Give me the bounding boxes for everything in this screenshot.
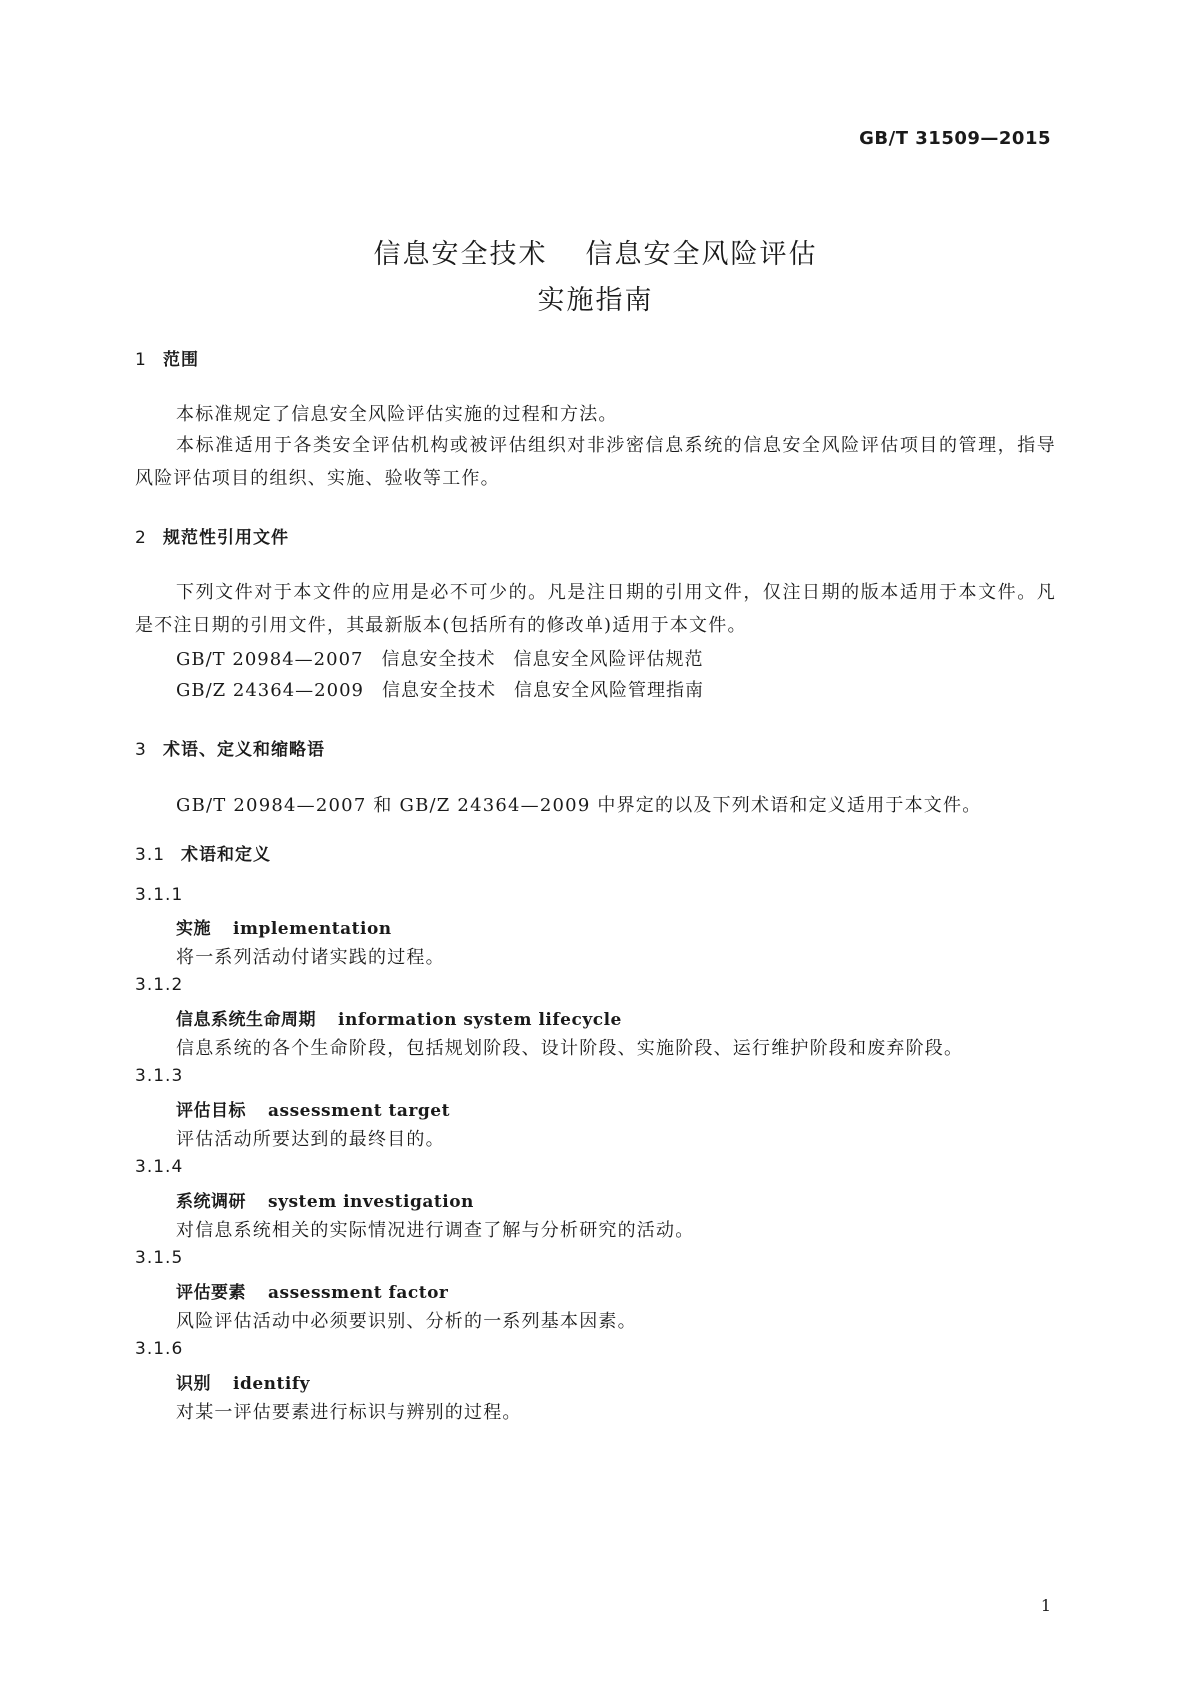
reference-title-a: 信息安全技术 [381, 680, 496, 701]
section-number: 3 [135, 740, 147, 760]
reference-title-b: 信息安全风险评估规范 [513, 649, 704, 670]
term-entry [176, 914, 392, 939]
section-title: 规范性引用文件 [163, 528, 289, 548]
section-3-paragraph-1: GB/T 20984—2007 和 GB/Z 24364—2009 中界定的以及下列术语和定义适用于本文件。 [176, 795, 982, 816]
reference-code: GB/T 20984—2007 [176, 649, 364, 670]
term-definition: 信息系统的各个生命阶段，包括规划阶段、设计阶段、实施阶段、运行维护阶段和废弃阶段。 [176, 1038, 964, 1059]
term-definition: 评估活动所要达到的最终目的。 [176, 1129, 445, 1150]
term-zh: 评估要素 [176, 1283, 246, 1303]
term-number: 3.1.4 [135, 1157, 184, 1177]
term-en: implementation [233, 919, 392, 939]
term-number: 3.1.3 [135, 1066, 184, 1086]
document-title-line2: 实施指南 [537, 285, 654, 316]
term-entry [176, 1005, 622, 1030]
term-number: 3.1.2 [135, 975, 184, 995]
term-zh: 系统调研 [176, 1192, 246, 1212]
section-title: 术语、定义和缩略语 [163, 740, 325, 760]
section-heading-2 [135, 523, 289, 548]
term-number: 3.1.1 [135, 885, 184, 905]
term-zh: 实施 [176, 919, 211, 939]
section-title: 范围 [163, 350, 199, 370]
term-number: 3.1.6 [135, 1339, 184, 1359]
term-entry [176, 1278, 448, 1303]
subsection-title: 术语和定义 [181, 845, 271, 865]
title-part1: 信息安全技术 [373, 239, 548, 270]
title-part2: 信息安全风险评估 [585, 239, 818, 270]
section-2-paragraph-1: 下列文件对于本文件的应用是必不可少的。凡是注日期的引用文件，仅注日期的版本适用于本文件。凡是不注日期的引用文件，其最新版本(包括所有的修改单)适用于本文件。 [135, 582, 1056, 636]
subsection-number: 3.1 [135, 845, 166, 865]
section-number: 2 [135, 528, 147, 548]
term-definition: 将一系列活动付诸实践的过程。 [176, 947, 445, 968]
term-number: 3.1.5 [135, 1248, 184, 1268]
section-number: 1 [135, 350, 147, 370]
reference-title-a: 信息安全技术 [381, 649, 496, 670]
section-1-paragraph-1: 本标准规定了信息安全风险评估实施的过程和方法。 [176, 404, 618, 425]
term-en: assessment target [268, 1101, 450, 1121]
term-en: assessment factor [268, 1283, 449, 1303]
term-en: information system lifecycle [338, 1010, 622, 1030]
term-definition: 风险评估活动中必须要识别、分析的一系列基本因素。 [176, 1311, 637, 1332]
reference-title-b: 信息安全风险管理指南 [513, 680, 704, 701]
page-number: 1 [1040, 1596, 1051, 1615]
section-heading-3 [135, 735, 325, 760]
section-heading-1 [135, 345, 199, 370]
term-en: system investigation [268, 1192, 474, 1212]
reference-item [176, 676, 704, 702]
term-definition: 对某一评估要素进行标识与辨别的过程。 [176, 1402, 522, 1423]
term-zh: 识别 [176, 1374, 211, 1394]
section-1-paragraph-2: 本标准适用于各类安全评估机构或被评估组织对非涉密信息系统的信息安全风险评估项目的管理，指导风险评估项目的组织、实施、验收等工作。 [135, 435, 1056, 489]
term-entry [176, 1187, 474, 1212]
term-entry [176, 1096, 450, 1121]
term-definition: 对信息系统相关的实际情况进行调查了解与分析研究的活动。 [176, 1220, 695, 1241]
term-zh: 评估目标 [176, 1101, 246, 1121]
subsection-heading-3-1 [135, 840, 271, 865]
term-entry [176, 1369, 310, 1394]
term-en: identify [233, 1374, 311, 1394]
term-zh: 信息系统生命周期 [176, 1010, 316, 1030]
reference-code: GB/Z 24364—2009 [176, 680, 364, 701]
reference-item [176, 645, 703, 671]
standard-number: GB/T 31509—2015 [859, 128, 1051, 149]
document-title-line1 [0, 232, 1191, 271]
